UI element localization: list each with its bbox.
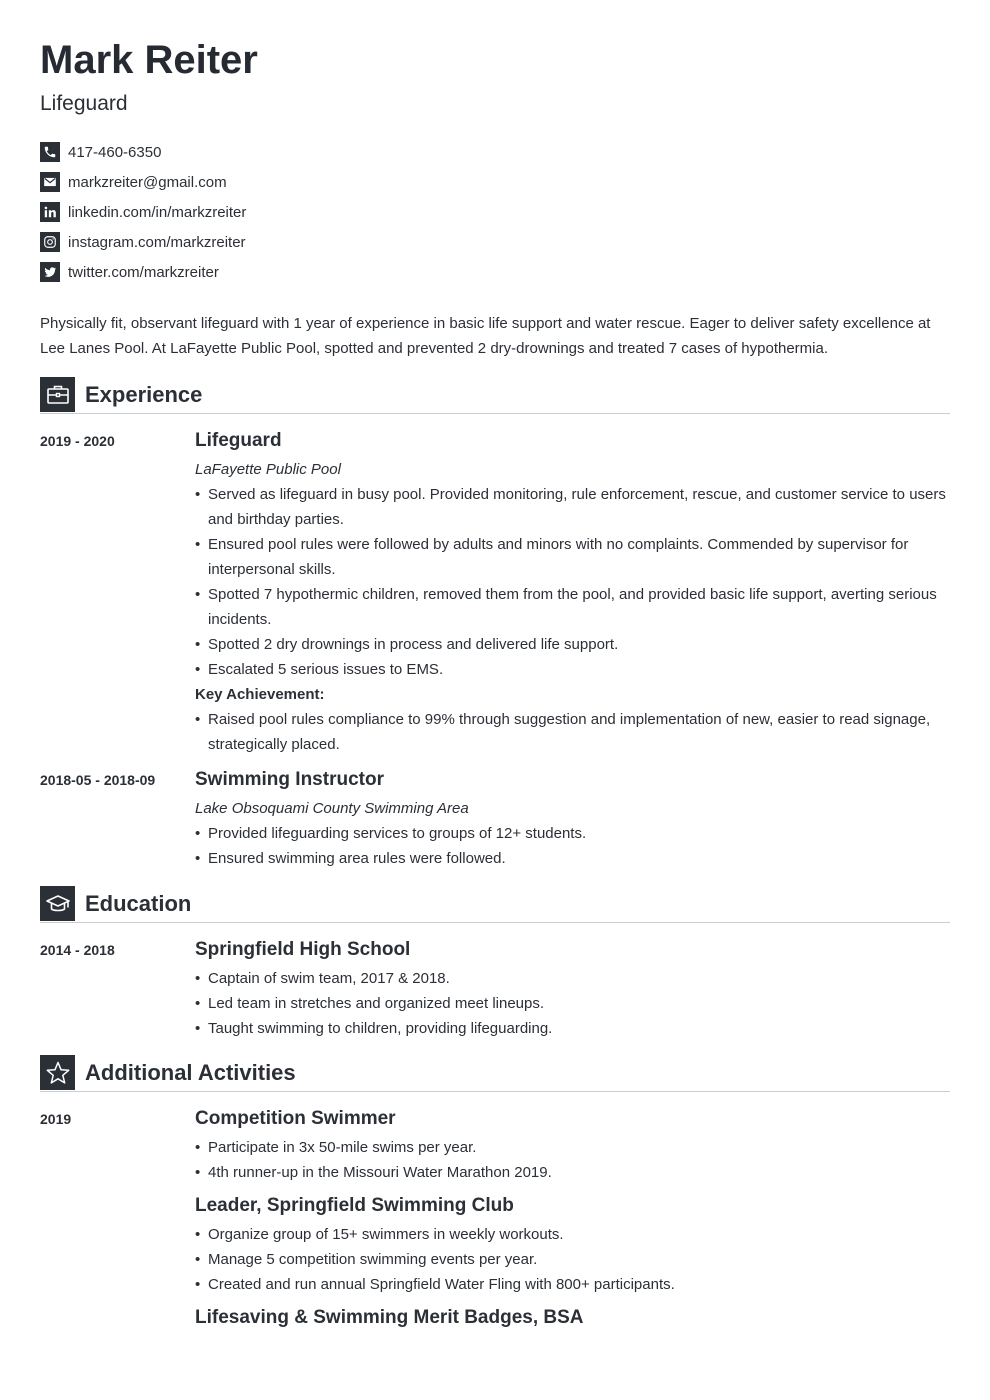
entry-bullets (195, 821, 950, 871)
list-item: • Spotted 7 hypothermic children, removed them from the pool, and provided basic life support, averting serious incidents. (195, 582, 950, 632)
candidate-name: Mark Reiter (40, 38, 258, 82)
list-item: • Served as lifeguard in busy pool. Provided monitoring, rule enforcement, rescue, and customer service to users and birthday parties. (195, 482, 950, 532)
contact-text[interactable]: twitter.com/markzreiter (68, 263, 219, 281)
profile-summary: Physically fit, observant lifeguard with 1 year of experience in basic life support and water rescue. Eager to deliver safety excellence at Lee Lanes Pool. At LaFayette Public Pool, spotted and prevented 2 dry-drownings and treated 7 cases of hypothermia. (40, 315, 931, 357)
list-item: • Organize group of 15+ swimmers in weekly workouts. (195, 1222, 950, 1247)
candidate-role: Lifeguard (40, 92, 128, 115)
section-title: Education (85, 890, 192, 916)
contact-text: 417-460-6350 (68, 143, 162, 161)
contact-instagram (40, 227, 246, 257)
contact-list (40, 137, 246, 287)
entry-body (195, 428, 950, 757)
list-item: • 4th runner-up in the Missouri Water Marathon 2019. (195, 1160, 950, 1185)
education-section (40, 886, 950, 1041)
list-item: • Provided lifeguarding services to groups of 12+ students. (195, 821, 950, 846)
twitter-icon (40, 262, 60, 282)
list-item: • Created and run annual Springfield Water Fling with 800+ participants. (195, 1272, 950, 1297)
list-item: • Captain of swim team, 2017 & 2018. (195, 966, 950, 991)
entry-organization: LaFayette Public Pool (195, 461, 341, 478)
entry-title: Springfield High School (195, 939, 411, 960)
briefcase-icon (40, 377, 75, 412)
education-entry (40, 937, 950, 1041)
experience-section (40, 377, 950, 871)
activity-bullets (195, 1135, 950, 1185)
section-title: Experience (85, 381, 203, 407)
list-item: • Ensured pool rules were followed by adults and minors with no complaints. Commended by supervisor for interpersonal skills. (195, 532, 950, 582)
entry-bullets (195, 966, 950, 1041)
key-achievement-bullets (195, 707, 950, 757)
list-item: • Raised pool rules compliance to 99% through suggestion and implementation of new, easier to read signage, strategically placed. (195, 707, 950, 757)
list-item: • Taught swimming to children, providing lifeguarding. (195, 1016, 950, 1041)
section-title: Additional Activities (85, 1059, 296, 1085)
contact-text[interactable]: linkedin.com/in/markzreiter (68, 203, 247, 221)
linkedin-icon (40, 202, 60, 222)
section-header (40, 1055, 950, 1092)
activity-title: Lifesaving & Swimming Merit Badges, BSA (195, 1307, 584, 1328)
entry-bullets (195, 482, 950, 682)
phone-icon (40, 142, 60, 162)
entry-body (195, 937, 950, 1041)
experience-entry (40, 428, 950, 757)
instagram-icon (40, 232, 60, 252)
list-item: • Manage 5 competition swimming events per year. (195, 1247, 950, 1272)
list-item: • Ensured swimming area rules were followed. (195, 846, 950, 871)
activities-section (40, 1055, 950, 1330)
entry-organization: Lake Obsoquami County Swimming Area (195, 800, 469, 817)
activity-title: Leader, Springfield Swimming Club (195, 1195, 514, 1216)
star-icon (40, 1055, 75, 1090)
activity-title: Competition Swimmer (195, 1108, 396, 1129)
list-item: • Spotted 2 dry drownings in process and delivered life support. (195, 632, 950, 657)
entry-date: 2014 - 2018 (40, 942, 115, 958)
contact-twitter (40, 257, 246, 287)
contact-email (40, 167, 246, 197)
entry-date: 2019 (40, 1111, 72, 1127)
entry-body (195, 1106, 950, 1330)
contact-linkedin (40, 197, 246, 227)
activity-bullets (195, 1222, 950, 1297)
list-item: • Led team in stretches and organized meet lineups. (195, 991, 950, 1016)
entry-title: Lifeguard (195, 430, 282, 451)
list-item: • Participate in 3x 50-mile swims per year. (195, 1135, 950, 1160)
key-achievement-label: Key Achievement: (195, 686, 325, 703)
experience-entry (40, 767, 950, 871)
entry-title: Swimming Instructor (195, 769, 384, 790)
section-header (40, 377, 950, 414)
contact-phone (40, 137, 246, 167)
activities-entry (40, 1106, 950, 1330)
entry-date: 2019 - 2020 (40, 433, 115, 449)
entry-body (195, 767, 950, 871)
graduation-cap-icon (40, 886, 75, 921)
list-item: • Escalated 5 serious issues to EMS. (195, 657, 950, 682)
entry-date: 2018-05 - 2018-09 (40, 772, 156, 788)
contact-text[interactable]: instagram.com/markzreiter (68, 233, 246, 251)
contact-text[interactable]: markzreiter@gmail.com (68, 173, 227, 191)
section-header (40, 886, 950, 923)
email-icon (40, 172, 60, 192)
